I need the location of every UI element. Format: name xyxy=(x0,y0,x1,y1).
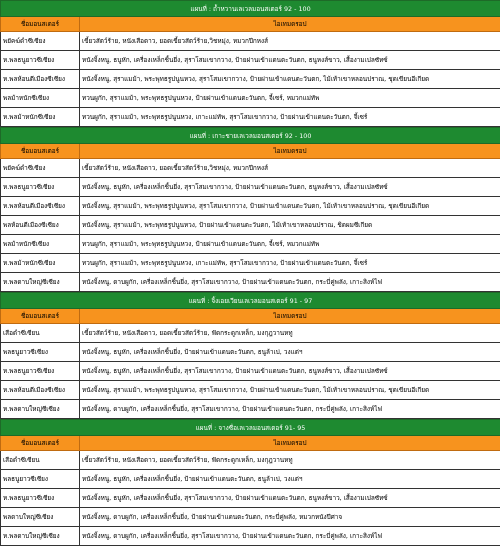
table-row xyxy=(1,32,500,51)
table-row xyxy=(1,89,500,108)
table-row xyxy=(1,51,500,70)
item-drops: หนังจิ้งหนู, ธนูหัก, เครื่องเหล็กชิ้นยี่ง, ป้ายผ่านเข้าแดนตะวันตก, ธนูล้าเบ่, วงแต่ฯ xyxy=(80,343,500,362)
table-row xyxy=(1,343,500,362)
item-drops: หนังจิ้งหนู, ธนูหัก, เครื่องเหล็กชิ้นยี่ง, สุราโสมเขากวาง, ป้ายผ่านเข้าแดนตะวันตก, ธนูหงส์ขาว, เสื้องามเปลซัทซ์ xyxy=(80,178,500,197)
monster-name: พยัคฆ์ดำซีเซียง xyxy=(1,32,80,51)
item-drops: หนังจิ้งหนู, สุราแมม้า, พระพุทธรูปนูนหวง, สุราโสมเขากวาง, ป้ายผ่านเข้าแดนตะวันตก, ไม้เท้าเขาหลอนปราณ, ชุดเขียนอีเกียด xyxy=(80,197,500,216)
table-row xyxy=(1,489,500,508)
map-drop-table xyxy=(0,419,500,546)
column-header-monster: ชื่อมอนสเตอร์ xyxy=(1,436,80,451)
column-header-drop: ไอเทมดรอป xyxy=(80,309,500,324)
table-row xyxy=(1,216,500,235)
map-title: แผนที่ : เกาะชายเลเวลมอนสเตอร์ 92 - 100 xyxy=(1,128,500,144)
item-drops: หนังจิ้งหนู, สุราแมม้า, พระพุทธรูปนูนหวง, ป้ายผ่านเข้าแดนตะวันตก, ไม้เท้าเขาหลอนปราณ, ชิดผมซีเกียด xyxy=(80,216,500,235)
item-drops: ทวนผูกัก, สุราแมม้า, พระพุทธรูปนูนหวง, ป้ายผ่านเข้าแดนตะวันตก, จี้เซร์, หมวกแม่ทัพ xyxy=(80,235,500,254)
column-header-drop: ไอเทมดรอป xyxy=(80,436,500,451)
table-row xyxy=(1,324,500,343)
map-drop-table xyxy=(0,0,500,127)
monster-name: ห.พลห้อนตีเมืองซีเซียง xyxy=(1,381,80,400)
monster-name: ห.พลม้าหนักซีเซียง xyxy=(1,108,80,127)
item-drops: หนังจิ้งหนู, ธนูหัก, เครื่องเหล็กชิ้นยี่ง, สุราโสมเขากวาง, ป้ายผ่านเข้าแดนตะวันตก, ธนูหงส์ขาว, เสื้องามเปลซัทซ์ xyxy=(80,362,500,381)
monster-name: ห.พลดาบใหญ่ซีเซียง xyxy=(1,400,80,419)
item-drops: หนังจิ้งหนู, ธนูหัก, เครื่องเหล็กชิ้นยี่ง, สุราโสมเขากวาง, ป้ายผ่านเข้าแดนตะวันตก, ธนูหงส์ขาว, เสื้องามเปลซัทซ์ xyxy=(80,51,500,70)
item-drops: หนังจิ้งหนู, ธนูหัก, เครื่องเหล็กชิ้นยี่ง, ป้ายผ่านเข้าแดนตะวันตก, ธนูล้าเบ่, วงแต่ฯ xyxy=(80,470,500,489)
table-row xyxy=(1,254,500,273)
table-row xyxy=(1,527,500,546)
item-drops: หนังจิ้งหนู, ดาบผูกัก, เครื่องเหล็กชิ้นยี่ง, ป้ายผ่านเข้าแดนตะวันตก, กระบี่คู่พลัง, หมวกหนังปีศาจ xyxy=(80,508,500,527)
column-header-monster: ชื่อมอนสเตอร์ xyxy=(1,17,80,32)
column-header-monster: ชื่อมอนสเตอร์ xyxy=(1,144,80,159)
monster-name: พลม้าหนักซีเซียง xyxy=(1,89,80,108)
item-drops: ทวนผูกัก, สุราแมม้า, พระพุทธรูปนูนหวง, ป้ายผ่านเข้าแดนตะวันตก, จี้เซร์, หมวกแม่ทัพ xyxy=(80,89,500,108)
item-drops: ทวนผูกัก, สุราแมม้า, พระพุทธรูปนูนหวง, เกาะแม่ทัพ, สุราโสมเขากวาง, ป้ายผ่านเข้าแดนตะวันตก, จี้เซร์ xyxy=(80,108,500,127)
table-row xyxy=(1,70,500,89)
monster-name: ห.พลห้อนตีเมืองซีเซียง xyxy=(1,197,80,216)
monster-name: ห.พลห้อนตีเมืองซีเซียง xyxy=(1,70,80,89)
item-drops: หนังจิ้งหนู, ดาบผูกัก, เครื่องเหล็กชิ้นยี่ง, สุราโสมเขากวาง, ป้ายผ่านเข้าแดนตะวันตก, กระบี่คู่พลัง, เกาะสิงห์ไฟ xyxy=(80,527,500,546)
table-row xyxy=(1,400,500,419)
table-row xyxy=(1,108,500,127)
item-drops: หนังจิ้งหนู, ดาบผูกัก, เครื่องเหล็กชิ้นยี่ง, สุราโสมเขากวาง, ป้ายผ่านเข้าแดนตะวันตก, กระบี่คู่พลัง, เกาะสิงห์ไฟ xyxy=(80,273,500,292)
monster-name: ห.พลธนูยาวซีเซียง xyxy=(1,178,80,197)
table-row xyxy=(1,381,500,400)
table-row xyxy=(1,197,500,216)
column-header-monster: ชื่อมอนสเตอร์ xyxy=(1,309,80,324)
table-row xyxy=(1,451,500,470)
map-drop-table xyxy=(0,292,500,419)
item-drops: หนังจิ้งหนู, ธนูหัก, เครื่องเหล็กชิ้นยี่ง, สุราโสมเขากวาง, ป้ายผ่านเข้าแดนตะวันตก, ธนูหงส์ขาว, เสื้องามเปลซัทซ์ xyxy=(80,489,500,508)
item-drops: เขี้ยวสัตว์ร้าย, หนังเสือดาว, ยอดเขี้ยวสัตว์ร้าย,วิชหมุ่ง, หมวกปีกหงส์ xyxy=(80,32,500,51)
table-row xyxy=(1,159,500,178)
monster-name: เสือดำซีเซียน xyxy=(1,451,80,470)
map-title: แผนที่ : จางซื่อเลเวลมอนสเตอร์ 91- 95 xyxy=(1,420,500,436)
item-drops: เขี้ยวสัตว์ร้าย, หนังเสือดาว, ยอดเขี้ยวสัตว์ร้าย, ฟัดกระดูกเหล็ก, มงกุฎวานหทู xyxy=(80,451,500,470)
map-title: แผนที่ : ถ้ำหวานเลเวลมอนสเตอร์ 92 - 100 xyxy=(1,1,500,17)
monster-name: พลม้าหนักซีเซียง xyxy=(1,235,80,254)
table-row xyxy=(1,362,500,381)
monster-name: ห.พลดาบใหญ่ซีเซียง xyxy=(1,527,80,546)
table-row xyxy=(1,235,500,254)
item-drops: เขี้ยวสัตว์ร้าย, หนังเสือดาว, ยอดเขี้ยวสัตว์ร้าย,วิชหมุ่ง, หมวกปีกหงส์ xyxy=(80,159,500,178)
item-drops: หนังจิ้งหนู, สุราแมม้า, พระพุทธรูปนูนหวง, สุราโสมเขากวาง, ป้ายผ่านเข้าแดนตะวันตก, ไม้เท้าเขาหลอนปราณ, ชุดเขียนอีเกียด xyxy=(80,70,500,89)
monster-name: พยัคฆ์ดำซีเซียง xyxy=(1,159,80,178)
monster-name: ห.พลม้าหนักซีเซียง xyxy=(1,254,80,273)
column-header-drop: ไอเทมดรอป xyxy=(80,17,500,32)
monster-name: พลดาบใหญ่ซีเซียง xyxy=(1,508,80,527)
table-row xyxy=(1,273,500,292)
table-row xyxy=(1,178,500,197)
item-drops: เขี้ยวสัตว์ร้าย, หนังเสือดาว, ยอดเขี้ยวสัตว์ร้าย, ฟัดกระดูกเหล็ก, มงกุฎวานหทู xyxy=(80,324,500,343)
monster-name: ห.พลดาบใหญ่ซีเซียง xyxy=(1,273,80,292)
monster-name: พลธนูยาวซีเซียง xyxy=(1,343,80,362)
monster-name: ห.พลธนูยาวซีเซียง xyxy=(1,51,80,70)
item-drops: หนังจิ้งหนู, ดาบผูกัก, เครื่องเหล็กชิ้นยี่ง, สุราโสมเขากวาง, ป้ายผ่านเข้าแดนตะวันตก, กระบี่คู่พลัง, เกาะสิงห์ไฟ xyxy=(80,400,500,419)
monster-name: เสือดำซีเซียน xyxy=(1,324,80,343)
table-row xyxy=(1,508,500,527)
monster-name: พลธนูยาวซีเซียง xyxy=(1,470,80,489)
item-drops: ทวนผูกัก, สุราแมม้า, พระพุทธรูปนูนหวง, เกาะแม่ทัพ, สุราโสมเขากวาง, ป้ายผ่านเข้าแดนตะวันตก, จี้เซร์ xyxy=(80,254,500,273)
map-drop-table xyxy=(0,127,500,292)
map-title: แผนที่ : จิ้งเอยเวียนเลเวลมอนสเตอร์ 91 - 97 xyxy=(1,293,500,309)
item-drops: หนังจิ้งหนู, สุราแมม้า, พระพุทธรูปนูนหวง, สุราโสมเขากวาง, ป้ายผ่านเข้าแดนตะวันตก, ไม้เท้าเขาหลอนปราณ, ชุดเขียนอีเกียด xyxy=(80,381,500,400)
monster-name: ห.พลธนูยาวซีเซียง xyxy=(1,362,80,381)
column-header-drop: ไอเทมดรอป xyxy=(80,144,500,159)
monster-name: ห.พลธนูยาวซีเซียง xyxy=(1,489,80,508)
table-row xyxy=(1,470,500,489)
monster-name: พลห้อนตีเมืองซีเซียง xyxy=(1,216,80,235)
